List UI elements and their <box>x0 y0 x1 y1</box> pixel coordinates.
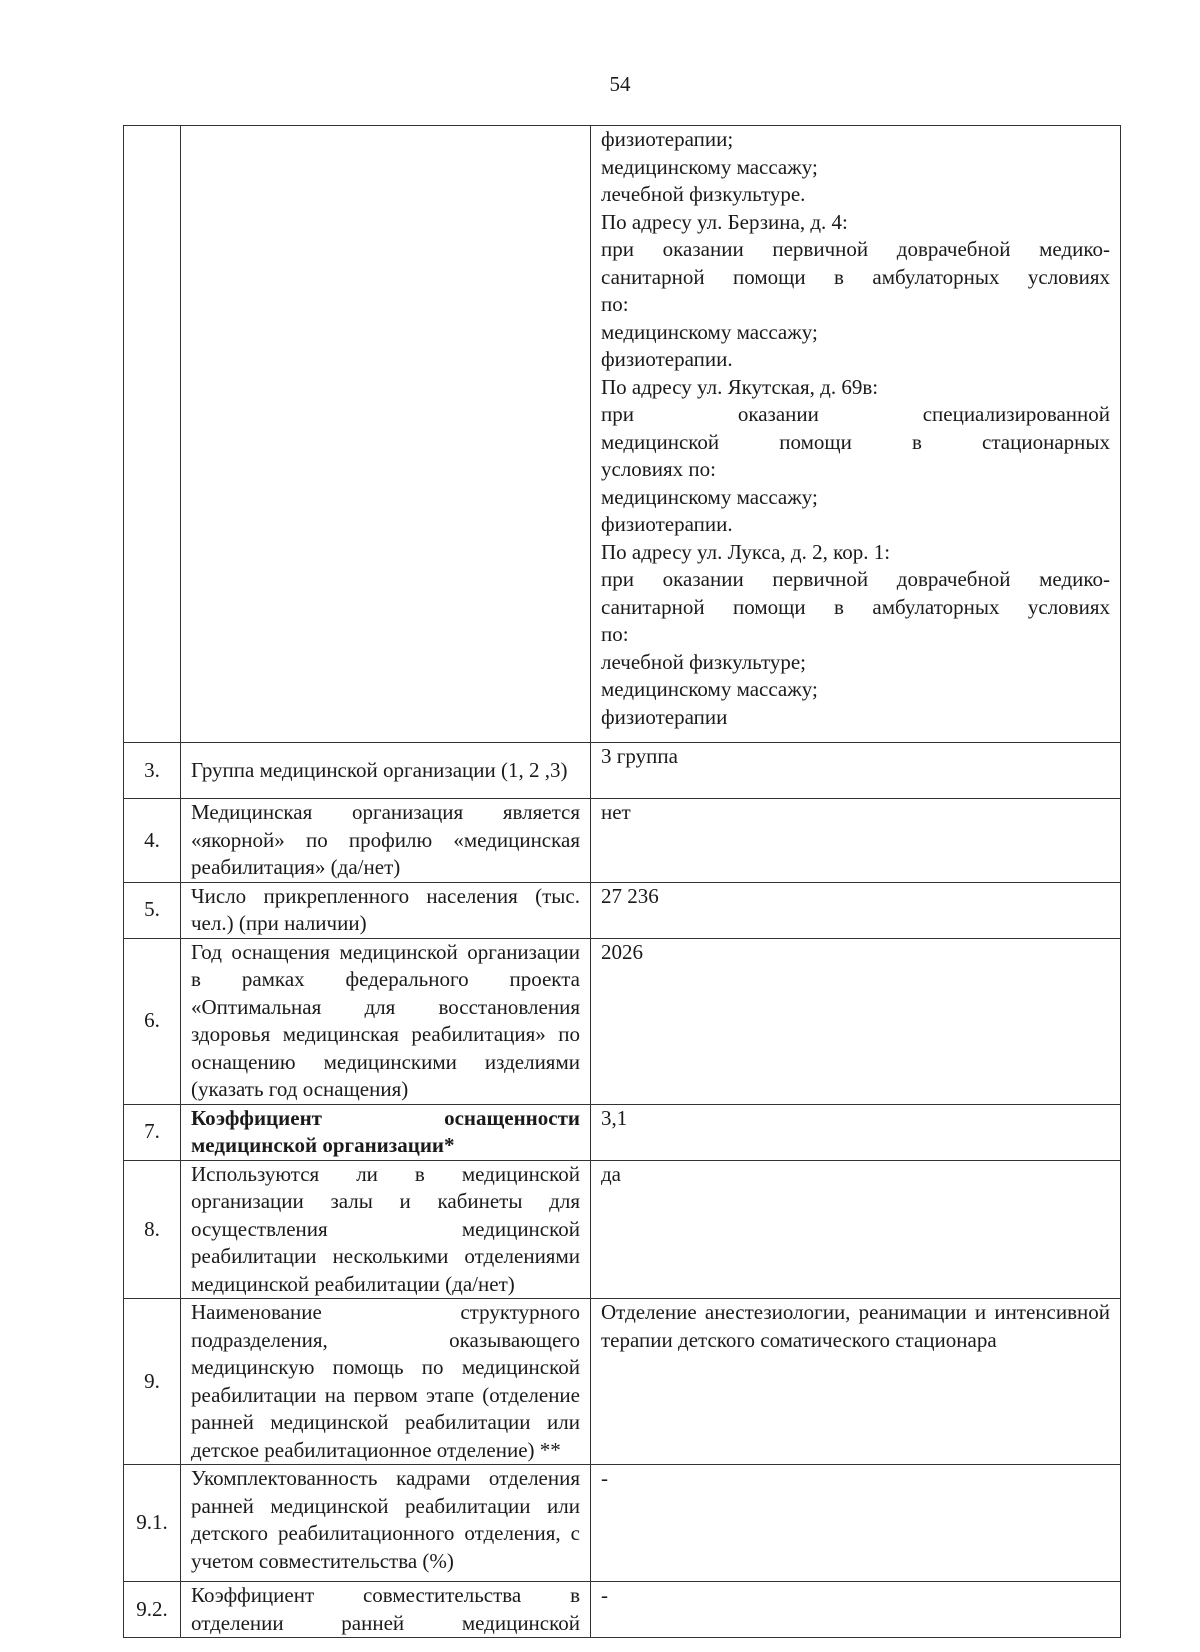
value-line: по: <box>601 292 629 316</box>
value-line: медицинскому массажу; <box>601 154 818 179</box>
row-value-cell: нет <box>591 799 1121 883</box>
value-line: по: <box>601 622 629 646</box>
value-line: физиотерапии <box>601 704 728 729</box>
row-description-cell: Год оснащения медицинской организации в рамках федерального проекта «Оптимальная для восстановления здоровья медицинская реабилитация» по оснащению медицинскими изделиями (указать год оснащения) <box>181 938 591 1104</box>
table-row-continuation <box>124 126 1121 743</box>
row-description-cell: Коэффициент совместительства в отделении ранней медицинской <box>181 1582 591 1638</box>
table-row <box>124 1104 1121 1160</box>
table-row <box>124 743 1121 799</box>
table-row <box>124 1299 1121 1465</box>
value-line: медицинскому массажу; <box>601 677 818 701</box>
row-description-cell: Число прикрепленного населения (тыс. чел.) (при наличии) <box>181 882 591 938</box>
rehabilitation-table <box>123 125 1121 1638</box>
row-value-cell <box>591 126 1121 743</box>
value-line: условиях по: <box>601 457 716 481</box>
row-number-cell: 7. <box>124 1104 181 1160</box>
value-line: при оказании первичной доврачебной медико- <box>601 237 1110 261</box>
row-description-cell: Медицинская организация является «якорной» по профилю «медицинская реабилитация» (да/нет) <box>181 799 591 883</box>
row-number-cell: 9.1. <box>124 1465 181 1582</box>
value-line: при оказании специализированной <box>601 402 1110 426</box>
value-line: лечебной физкультуре; <box>601 649 807 674</box>
row-number-cell: 4. <box>124 799 181 883</box>
table-row <box>124 1465 1121 1582</box>
value-line: при оказании первичной доврачебной медико- <box>601 567 1110 591</box>
row-number-cell: 3. <box>124 743 181 799</box>
page-number: 54 <box>609 72 631 96</box>
row-value-cell: 3,1 <box>591 1104 1121 1160</box>
value-line: По адресу ул. Берзина, д. 4: <box>601 209 848 234</box>
row-description-cell: Укомплектованность кадрами отделения ранней медицинской реабилитации или детского реабилитационного отделения, с учетом совместительства (%) <box>181 1465 591 1582</box>
row-number-cell: 9.2. <box>124 1582 181 1638</box>
row-number-cell: 8. <box>124 1160 181 1299</box>
value-line: По адресу ул. Якутская, д. 69в: <box>601 374 879 399</box>
value-line: медицинской помощи в стационарных <box>601 429 1110 454</box>
table-row <box>124 1582 1121 1638</box>
value-line: физиотерапии. <box>601 512 733 536</box>
row-number-cell: 6. <box>124 938 181 1104</box>
row-value-cell: 27 236 <box>591 882 1121 938</box>
row-number-cell: 9. <box>124 1299 181 1465</box>
row-description-cell: Группа медицинской организации (1, 2 ,3) <box>181 743 591 799</box>
value-line: медицинскому массажу; <box>601 484 818 509</box>
value-line: медицинскому массажу; <box>601 319 818 344</box>
row-number-cell <box>124 126 181 743</box>
row-value-cell: 3 группа <box>591 743 1121 799</box>
row-description-cell: Коэффициент оснащенности медицинской организации* <box>181 1104 591 1160</box>
row-value-cell: - <box>591 1465 1121 1582</box>
value-line: физиотерапии; <box>601 127 734 151</box>
value-line: санитарной помощи в амбулаторных условиях <box>601 264 1110 289</box>
table-row <box>124 1160 1121 1299</box>
row-value-cell: да <box>591 1160 1121 1299</box>
value-line: По адресу ул. Лукса, д. 2, кор. 1: <box>601 539 891 564</box>
table-row <box>124 799 1121 883</box>
value-line: физиотерапии. <box>601 347 733 371</box>
value-line: санитарной помощи в амбулаторных условиях <box>601 594 1110 619</box>
row-value-cell: Отделение анестезиологии, реанимации и интенсивной терапии детского соматического стационара <box>591 1299 1121 1465</box>
row-value-cell: 2026 <box>591 938 1121 1104</box>
row-value-cell: - <box>591 1582 1121 1638</box>
row-description-cell <box>181 126 591 743</box>
row-number-cell: 5. <box>124 882 181 938</box>
table-row <box>124 882 1121 938</box>
table-row <box>124 938 1121 1104</box>
row-description-cell: Наименование структурного подразделения, оказывающего медицинскую помощь по медицинской реабилитации на первом этапе (отделение ранней медицинской реабилитации или детское реабилитационное отделение) ** <box>181 1299 591 1465</box>
value-line: лечебной физкультуре. <box>601 182 806 206</box>
row-description-cell: Используются ли в медицинской организации залы и кабинеты для осуществления медицинской реабилитации несколькими отделениями медицинской реабилитации (да/нет) <box>181 1160 591 1299</box>
